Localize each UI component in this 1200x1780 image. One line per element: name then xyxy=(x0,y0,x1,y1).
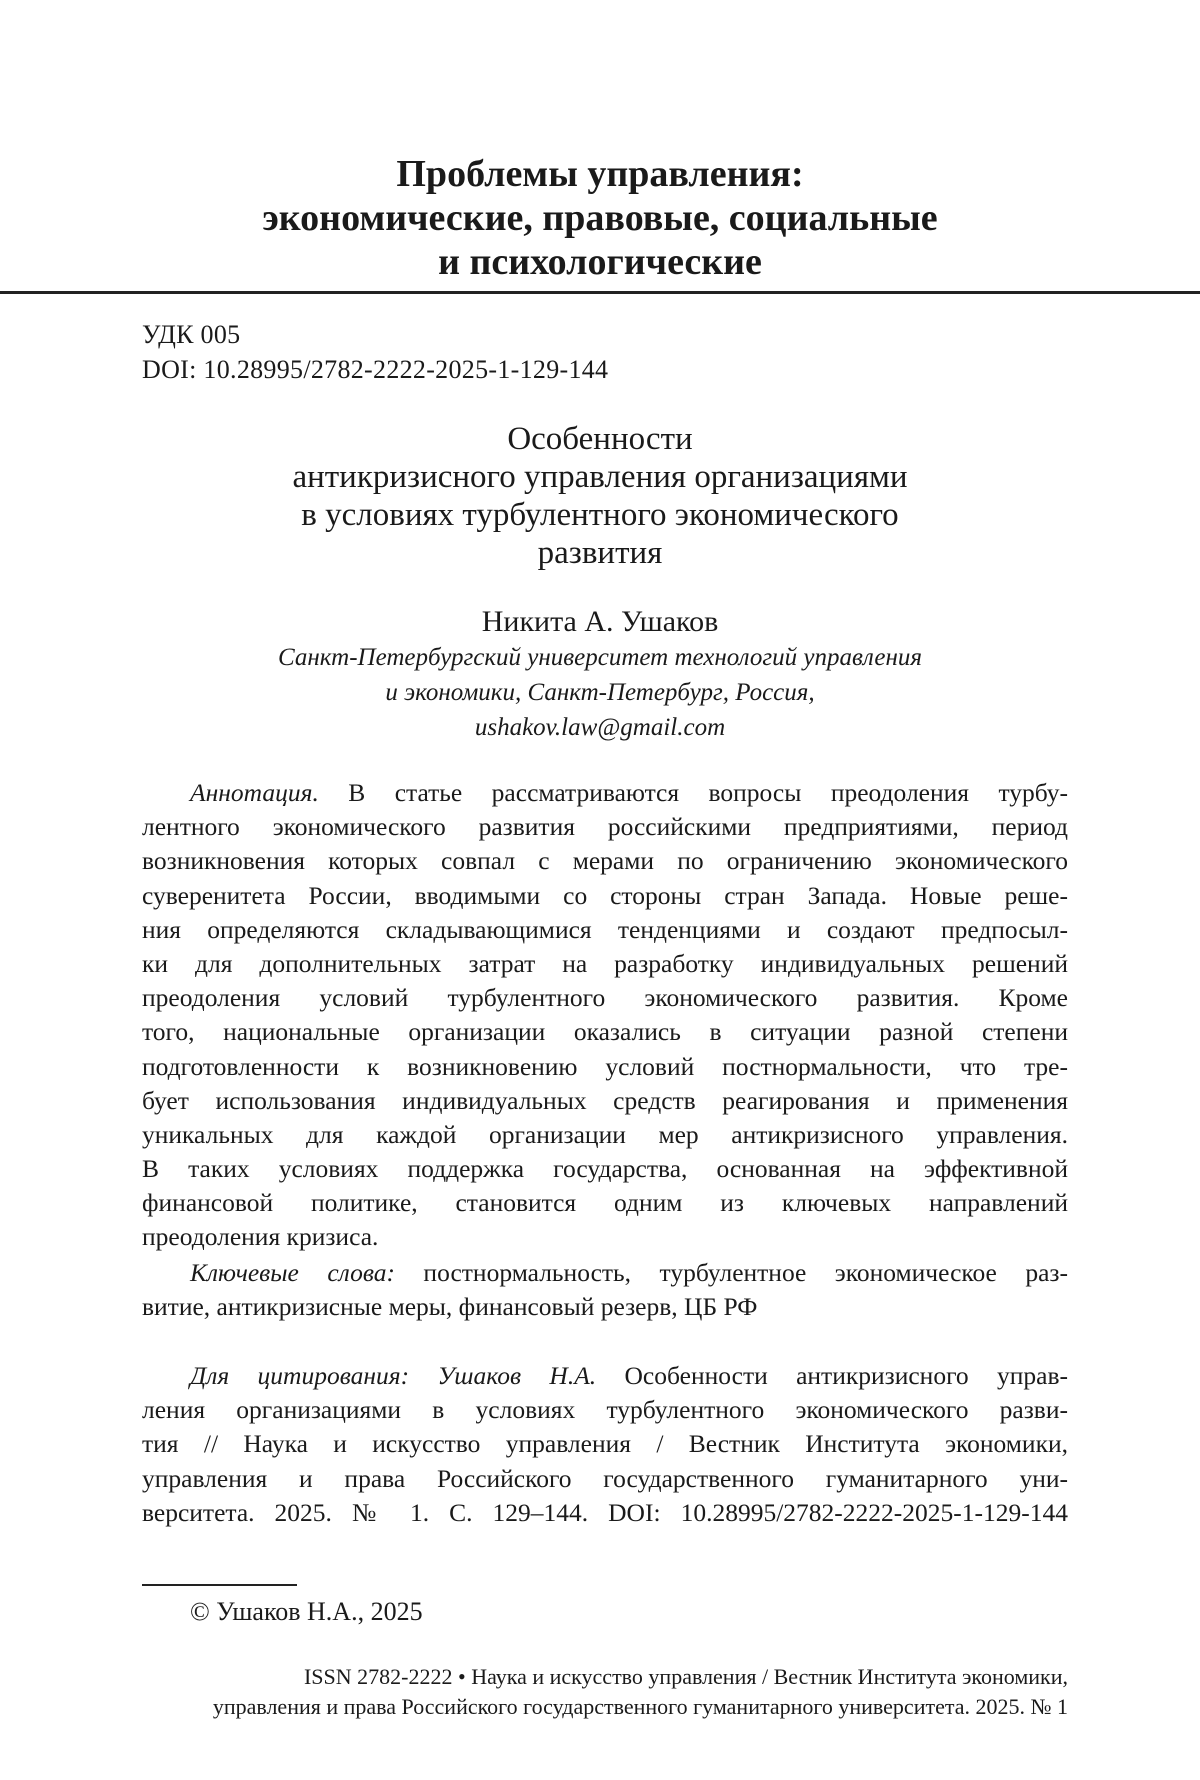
author-name: Никита А. Ушаков xyxy=(481,605,719,638)
section-heading-line: и психологические xyxy=(438,241,762,283)
affiliation-line: и экономики, Санкт-Петербург, Россия, xyxy=(385,679,815,706)
article-title xyxy=(0,420,1200,572)
affiliation-line: Санкт-Петербургский университет технологий управления xyxy=(278,644,922,671)
footer-line: управления и права Российского государственного гуманитарного университета. 2025. № 1 xyxy=(212,1694,1068,1719)
doi-line: DOI: 10.28995/2782-2222-2025-1-129-144 xyxy=(142,355,609,384)
article-title-line: Особенности xyxy=(507,421,693,457)
citation-line: ления организациями в условиях турбулентного экономического разви- xyxy=(142,1395,1068,1425)
abstract-line: того, национальные организации оказались в ситуации разной степени xyxy=(142,1017,1068,1047)
copyright-note: © Ушаков Н.А., 2025 xyxy=(190,1597,423,1626)
citation-line: верситета. 2025. № 1. С. 129–144. DOI: 10.28995/2782-2222-2025-1-129-144 xyxy=(142,1497,1068,1527)
abstract-line: суверенитета России, вводимыми со стороны стран Запада. Новые реше- xyxy=(142,880,1068,910)
page-footer xyxy=(0,1662,1068,1722)
section-heading xyxy=(0,152,1200,284)
citation-line: управления и права Российского государственного гуманитарного уни- xyxy=(142,1463,1068,1493)
article-title-line: в условиях турбулентного экономического xyxy=(301,497,899,533)
abstract-line: Аннотация. В статье рассматриваются вопросы преодоления турбу- xyxy=(190,778,1068,807)
udc-code: УДК 005 xyxy=(142,320,241,349)
abstract-line: ки для дополнительных затрат на разработку индивидуальных решений xyxy=(142,948,1068,978)
keywords xyxy=(142,1256,1068,1324)
abstract-line: финансовой политике, становится одним из ключевых направлений xyxy=(142,1188,1068,1218)
section-divider xyxy=(0,291,1200,294)
citation-label: Для цитирования: Ушаков Н.А. xyxy=(190,1361,597,1390)
author-email[interactable]: ushakov.law@gmail.com xyxy=(474,714,726,741)
abstract-line: возникновения которых совпал с мерами по ограничению экономического xyxy=(142,846,1068,876)
keywords-line: витие, антикризисные меры, финансовый резерв, ЦБ РФ xyxy=(142,1292,758,1322)
abstract-line: преодоления условий турбулентного экономического развития. Кроме xyxy=(142,983,1068,1013)
citation-line: тия // Наука и искусство управления / Вестник Института экономики, xyxy=(142,1429,1068,1459)
abstract-label: Аннотация. xyxy=(190,778,319,807)
article-title-line: развития xyxy=(537,535,663,571)
abstract-line: бует использования индивидуальных средств реагирования и применения xyxy=(142,1085,1068,1115)
abstract xyxy=(142,776,1068,1255)
abstract-line: В таких условиях поддержка государства, основанная на эффективной xyxy=(142,1154,1068,1184)
footer-line: ISSN 2782-2222 • Наука и искусство управления / Вестник Института экономики, xyxy=(303,1664,1068,1689)
citation-line: Для цитирования: Ушаков Н.А. Особенности антикризисного управ- xyxy=(190,1361,1068,1390)
abstract-line: преодоления кризиса. xyxy=(142,1222,379,1252)
author-affiliation xyxy=(0,640,1200,745)
footnote-divider xyxy=(142,1584,297,1586)
abstract-line: ния определяются складывающимися тенденциями и создают предпосыл- xyxy=(142,914,1068,944)
abstract-line: подготовленности к возникновению условий постнормальности, что тре- xyxy=(142,1051,1068,1081)
citation xyxy=(142,1359,1068,1530)
abstract-line: лентного экономического развития российскими предприятиями, период xyxy=(142,812,1068,842)
article-title-line: антикризисного управления организациями xyxy=(292,459,908,495)
section-heading-line: Проблемы управления: xyxy=(396,153,804,195)
keywords-label: Ключевые слова: xyxy=(190,1258,395,1287)
abstract-line: уникальных для каждой организации мер антикризисного управления. xyxy=(142,1119,1068,1149)
section-heading-line: экономические, правовые, социальные xyxy=(262,197,938,239)
keywords-line: Ключевые слова: постнормальность, турбулентное экономическое раз- xyxy=(190,1258,1068,1287)
